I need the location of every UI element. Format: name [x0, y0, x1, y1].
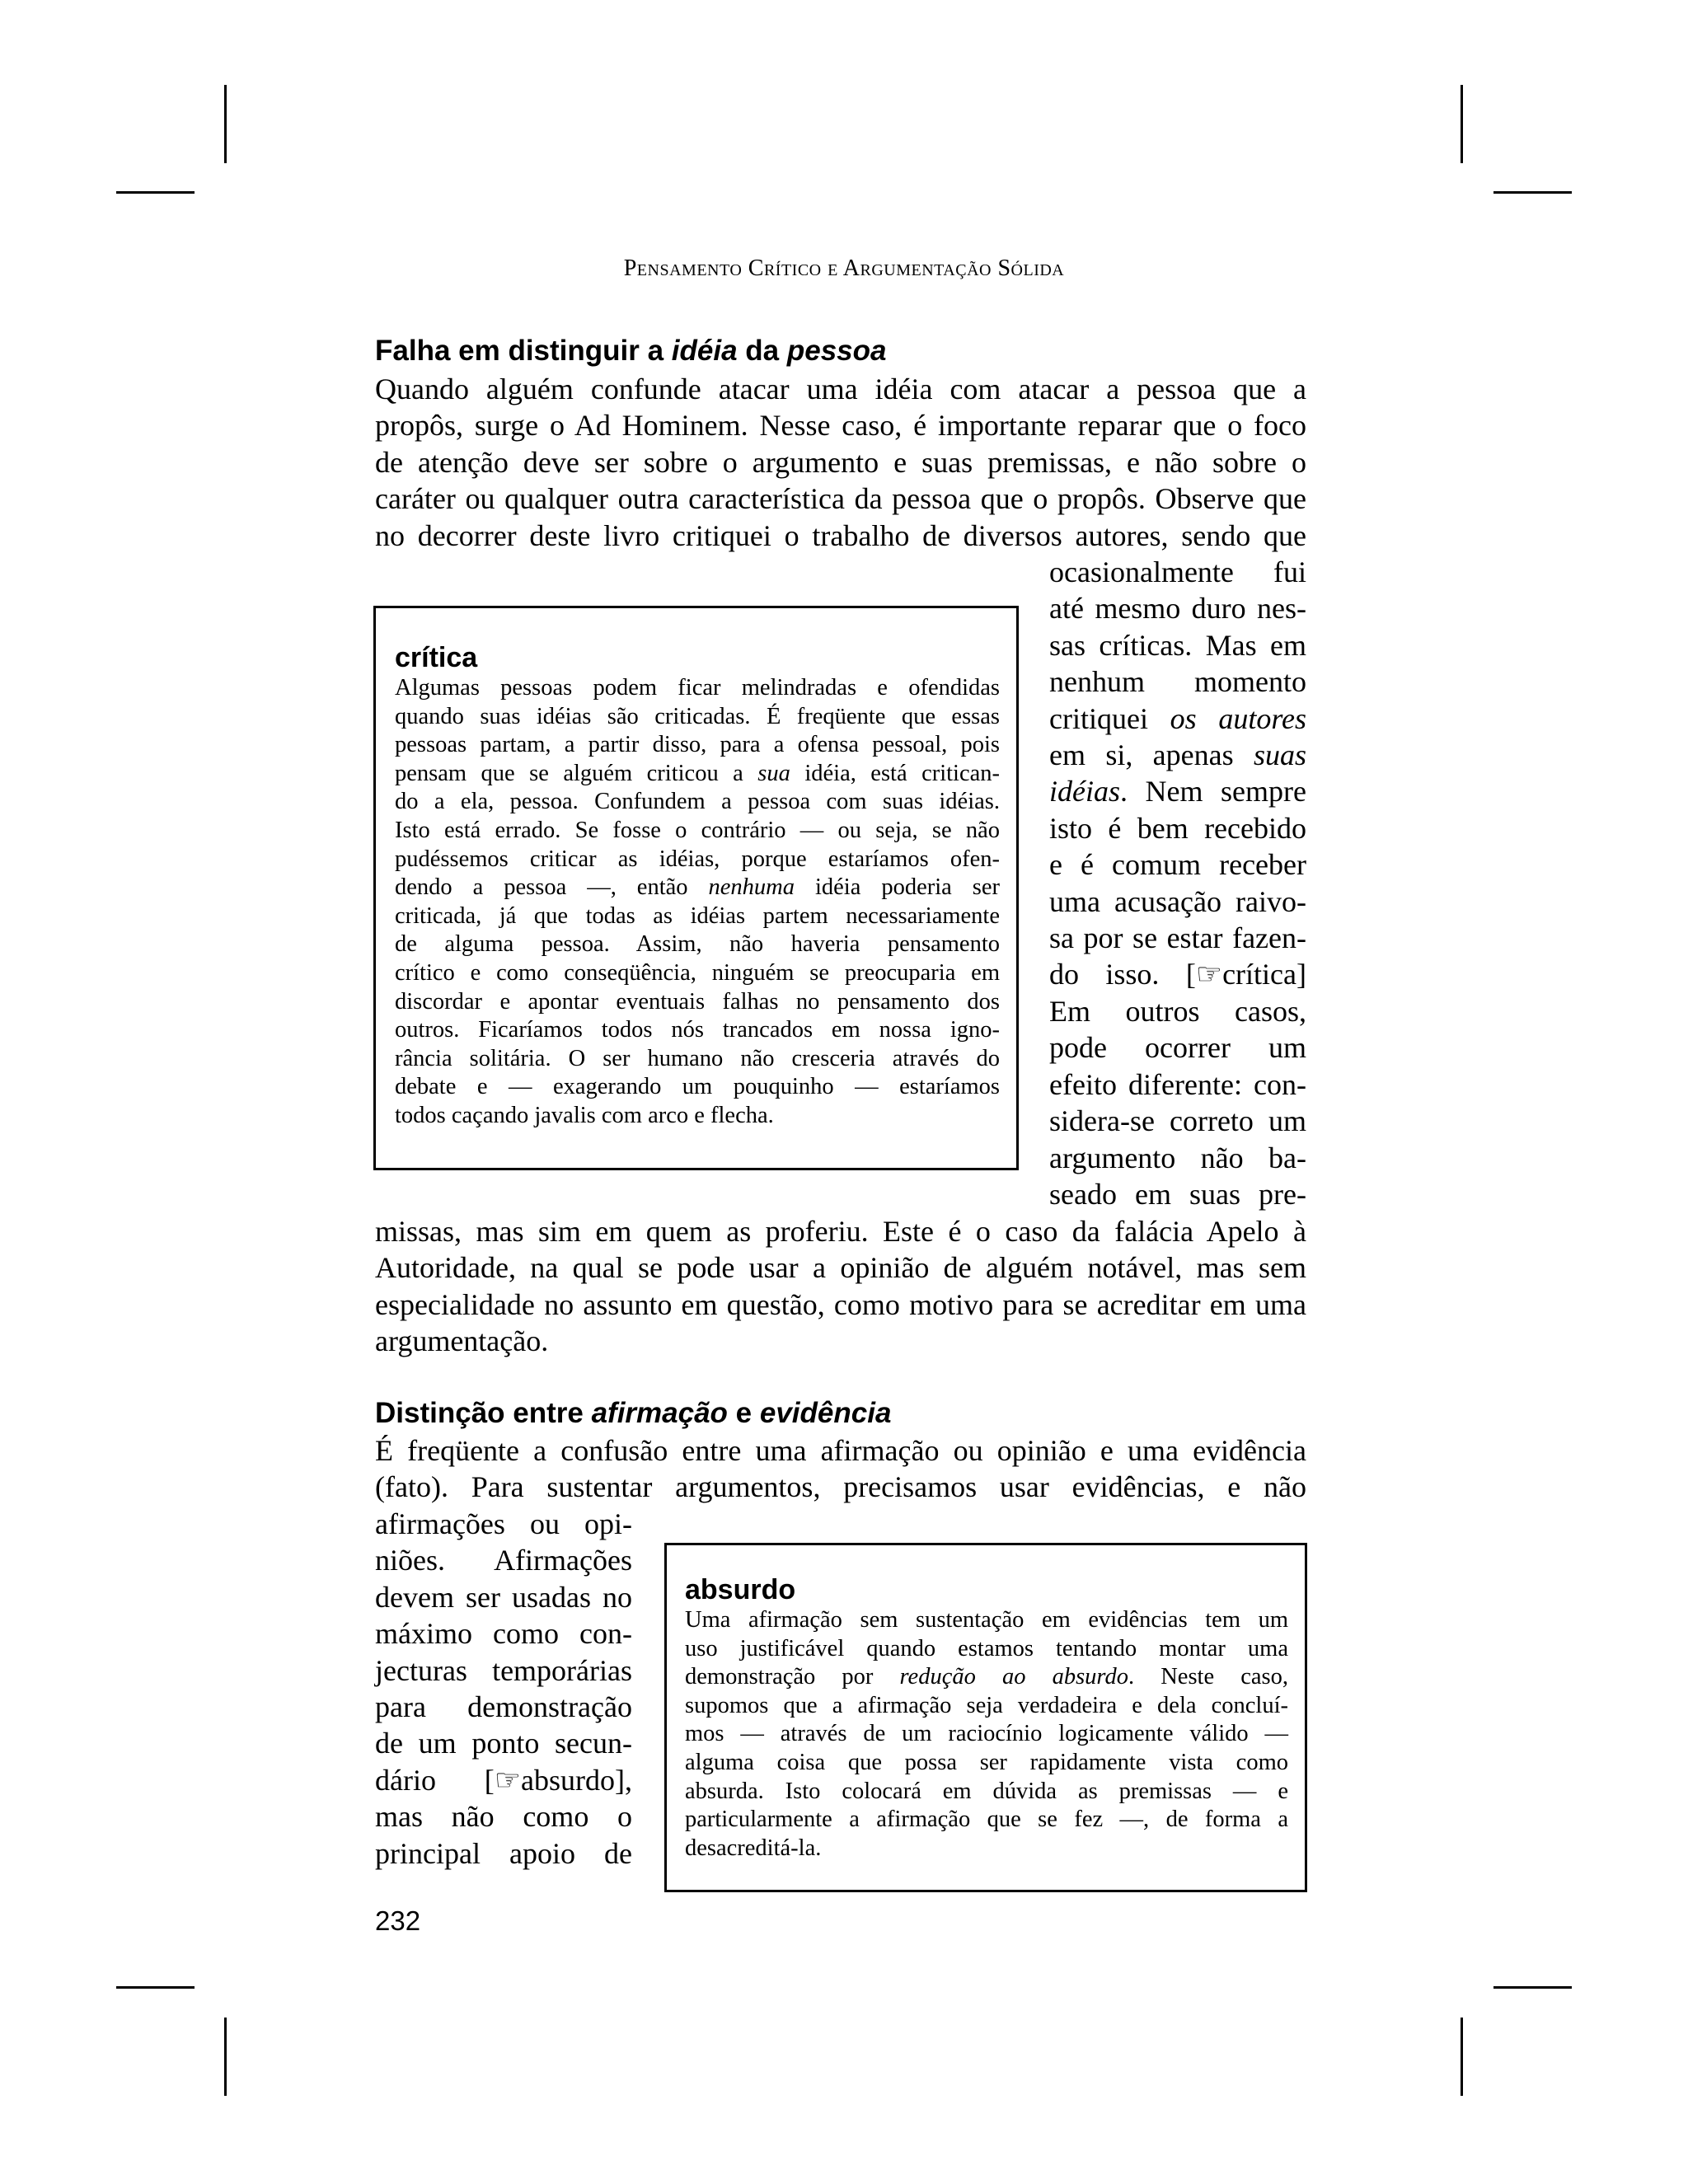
text-line: devem ser usadas no: [375, 1580, 632, 1614]
text-line: jecturas temporárias: [375, 1653, 632, 1687]
text-line: mos — através de um raciocínio logicamente válido —: [685, 1721, 1288, 1747]
text-line: Em outros casos,: [1049, 994, 1306, 1028]
text-line: efeito diferente: con-: [1049, 1067, 1306, 1101]
text-line: Quando alguém confunde atacar uma idéia com atacar a pessoa que a: [375, 373, 1306, 405]
text-line: rância solitária. O ser humano não cresceria através do: [395, 1045, 1000, 1071]
text-line: todos caçando javalis com arco e flecha.: [395, 1102, 774, 1128]
text-line: discordar e apontar eventuais falhas no pensamento dos: [395, 988, 1000, 1015]
text-line: absurda. Isto colocará em dúvida as premissas — e: [685, 1778, 1288, 1804]
text-line: desacreditá-la.: [685, 1835, 822, 1861]
text-line: afirmações ou opi-: [375, 1507, 632, 1540]
text-line: (fato). Para sustentar argumentos, precisamos usar evidências, e não: [375, 1470, 1306, 1504]
text-line: Algumas pessoas podem ficar melindradas e ofendidas: [395, 675, 1000, 701]
text-line: argumentação.: [375, 1324, 549, 1358]
box-title: crítica: [395, 642, 478, 673]
text-line: demonstração por redução ao absurdo. Neste caso,: [685, 1664, 1288, 1690]
text-line: caráter ou qualquer outra característica da pessoa que o propôs. Observe que: [375, 482, 1306, 516]
running-head: Pensamento Crítico e Argumentação Sólida: [623, 255, 1065, 281]
crop-mark: [224, 2018, 227, 2096]
text-line: argumento não ba-: [1049, 1141, 1306, 1174]
paragraph: [375, 1432, 1306, 1506]
text-line: e é comum receber: [1049, 848, 1306, 882]
text-line: idéias. Nem sempre: [1049, 775, 1306, 808]
text-line: dário [☞absurdo],: [375, 1763, 632, 1797]
text-line: sas críticas. Mas em: [1049, 628, 1306, 662]
text-line: mas não como o: [375, 1800, 632, 1834]
text-line: em si, apenas suas: [1049, 738, 1306, 772]
text-line: seado em suas pre-: [1049, 1177, 1306, 1211]
text-line: sidera-se correto um: [1049, 1104, 1306, 1138]
text-line: pensam que se alguém criticou a sua idéia, está critican-: [395, 760, 1000, 786]
text-line: pessoas partam, a partir disso, para a ofensa pessoal, pois: [395, 732, 1000, 758]
box-text: [685, 1606, 1288, 1863]
title-part: e: [727, 1397, 760, 1429]
title-part-italic: afirmação: [591, 1397, 728, 1429]
sidebar-box-absurdo: [664, 1543, 1307, 1892]
text-line: principal apoio de: [375, 1836, 632, 1870]
text-line: máximo como con-: [375, 1617, 632, 1651]
text-line: isto é bem recebido: [1049, 811, 1306, 845]
crop-mark: [116, 191, 195, 194]
text-line: criticada, já que todas as idéias partem necessariamente: [395, 902, 1000, 929]
text-line: pudéssemos criticar as idéias, porque estaríamos ofen-: [395, 846, 1000, 872]
text-line: no decorrer deste livro critiquei o trabalho de diversos autores, sendo que: [375, 518, 1306, 552]
text-line: missas, mas sim em quem as proferiu. Este é o caso da falácia Apelo à: [375, 1215, 1306, 1248]
sidebar-box-critica: [373, 606, 1019, 1170]
text-line: Autoridade, na qual se pode usar a opinião de alguém notável, mas sem: [375, 1251, 1306, 1285]
text-line: uma acusação raivo-: [1049, 884, 1306, 918]
text-line: outros. Ficaríamos todos nós trancados em nossa igno-: [395, 1017, 1000, 1043]
page-number: 232: [375, 1905, 421, 1936]
text-line: É freqüente a confusão entre uma afirmação ou opinião e uma evidência: [375, 1434, 1306, 1467]
text-line: quando suas idéias são criticadas. É freqüente que essas: [395, 703, 1000, 729]
crop-mark: [1493, 1986, 1572, 1989]
text-line: do a ela, pessoa. Confundem a pessoa com suas idéias.: [395, 789, 1000, 815]
text-line: propôs, surge o Ad Hominem. Nesse caso, é importante reparar que o foco: [375, 409, 1306, 443]
title-part: Distinção entre: [375, 1397, 592, 1429]
text-line: critiquei os autores: [1049, 701, 1306, 735]
paragraph: [375, 371, 1306, 554]
text-line: niões. Afirmações: [375, 1544, 632, 1577]
text-line: para demonstração: [375, 1690, 632, 1724]
text-line: particularmente a afirmação que se fez —, de forma a: [685, 1807, 1288, 1833]
text-line: especialidade no assunto em questão, como motivo para se acreditar em uma: [375, 1287, 1306, 1321]
paragraph-narrow-column: [1049, 554, 1306, 1212]
section-title: [375, 1395, 891, 1432]
text-line: pode ocorrer um: [1049, 1031, 1306, 1065]
text-line: Isto está errado. Se fosse o contrário — ou seja, se não: [395, 817, 1000, 843]
crop-mark: [1493, 191, 1572, 194]
text-line: alguma coisa que possa ser rapidamente vista como: [685, 1749, 1288, 1775]
title-part-italic: evidência: [759, 1397, 892, 1429]
text-line: debate e — exagerando um pouquinho — estaríamos: [395, 1074, 1000, 1100]
crop-mark: [1461, 85, 1463, 163]
text-line: até mesmo duro nes-: [1049, 592, 1306, 626]
text-line: dendo a pessoa —, então nenhuma idéia poderia ser: [395, 874, 1001, 901]
crop-mark: [116, 1986, 195, 1989]
text-line: de atenção deve ser sobre o argumento e suas premissas, e não sobre o: [375, 445, 1306, 479]
crop-mark: [224, 85, 227, 163]
text-line: Uma afirmação sem sustentação em evidências tem um: [685, 1607, 1288, 1633]
text-line: uso justificável quando estamos tentando montar uma: [685, 1635, 1288, 1661]
title-part: da: [737, 335, 787, 367]
crop-mark: [1461, 2018, 1463, 2096]
title-part-italic: pessoa: [786, 335, 887, 367]
title-part: Falha em distinguir a: [375, 335, 672, 367]
paragraph-narrow-column: [375, 1506, 632, 1872]
text-line: sa por se estar fazen-: [1049, 921, 1306, 955]
title-part-italic: idéia: [671, 335, 738, 367]
section-title: [375, 333, 886, 369]
text-line: do isso. [☞crítica]: [1049, 958, 1306, 991]
text-line: crítico e como conseqüência, ninguém se preocuparia em: [395, 959, 1000, 986]
text-line: de um ponto secun-: [375, 1727, 632, 1760]
box-text: [395, 674, 1000, 1131]
box-title: absurdo: [685, 1574, 796, 1605]
text-line: supomos que a afirmação seja verdadeira e dela concluí-: [685, 1692, 1288, 1718]
text-line: ocasionalmente fui: [1049, 555, 1306, 588]
paragraph: [375, 1213, 1306, 1360]
text-line: nenhum momento: [1049, 665, 1306, 699]
text-line: de alguma pessoa. Assim, não haveria pensamento: [395, 931, 1000, 958]
